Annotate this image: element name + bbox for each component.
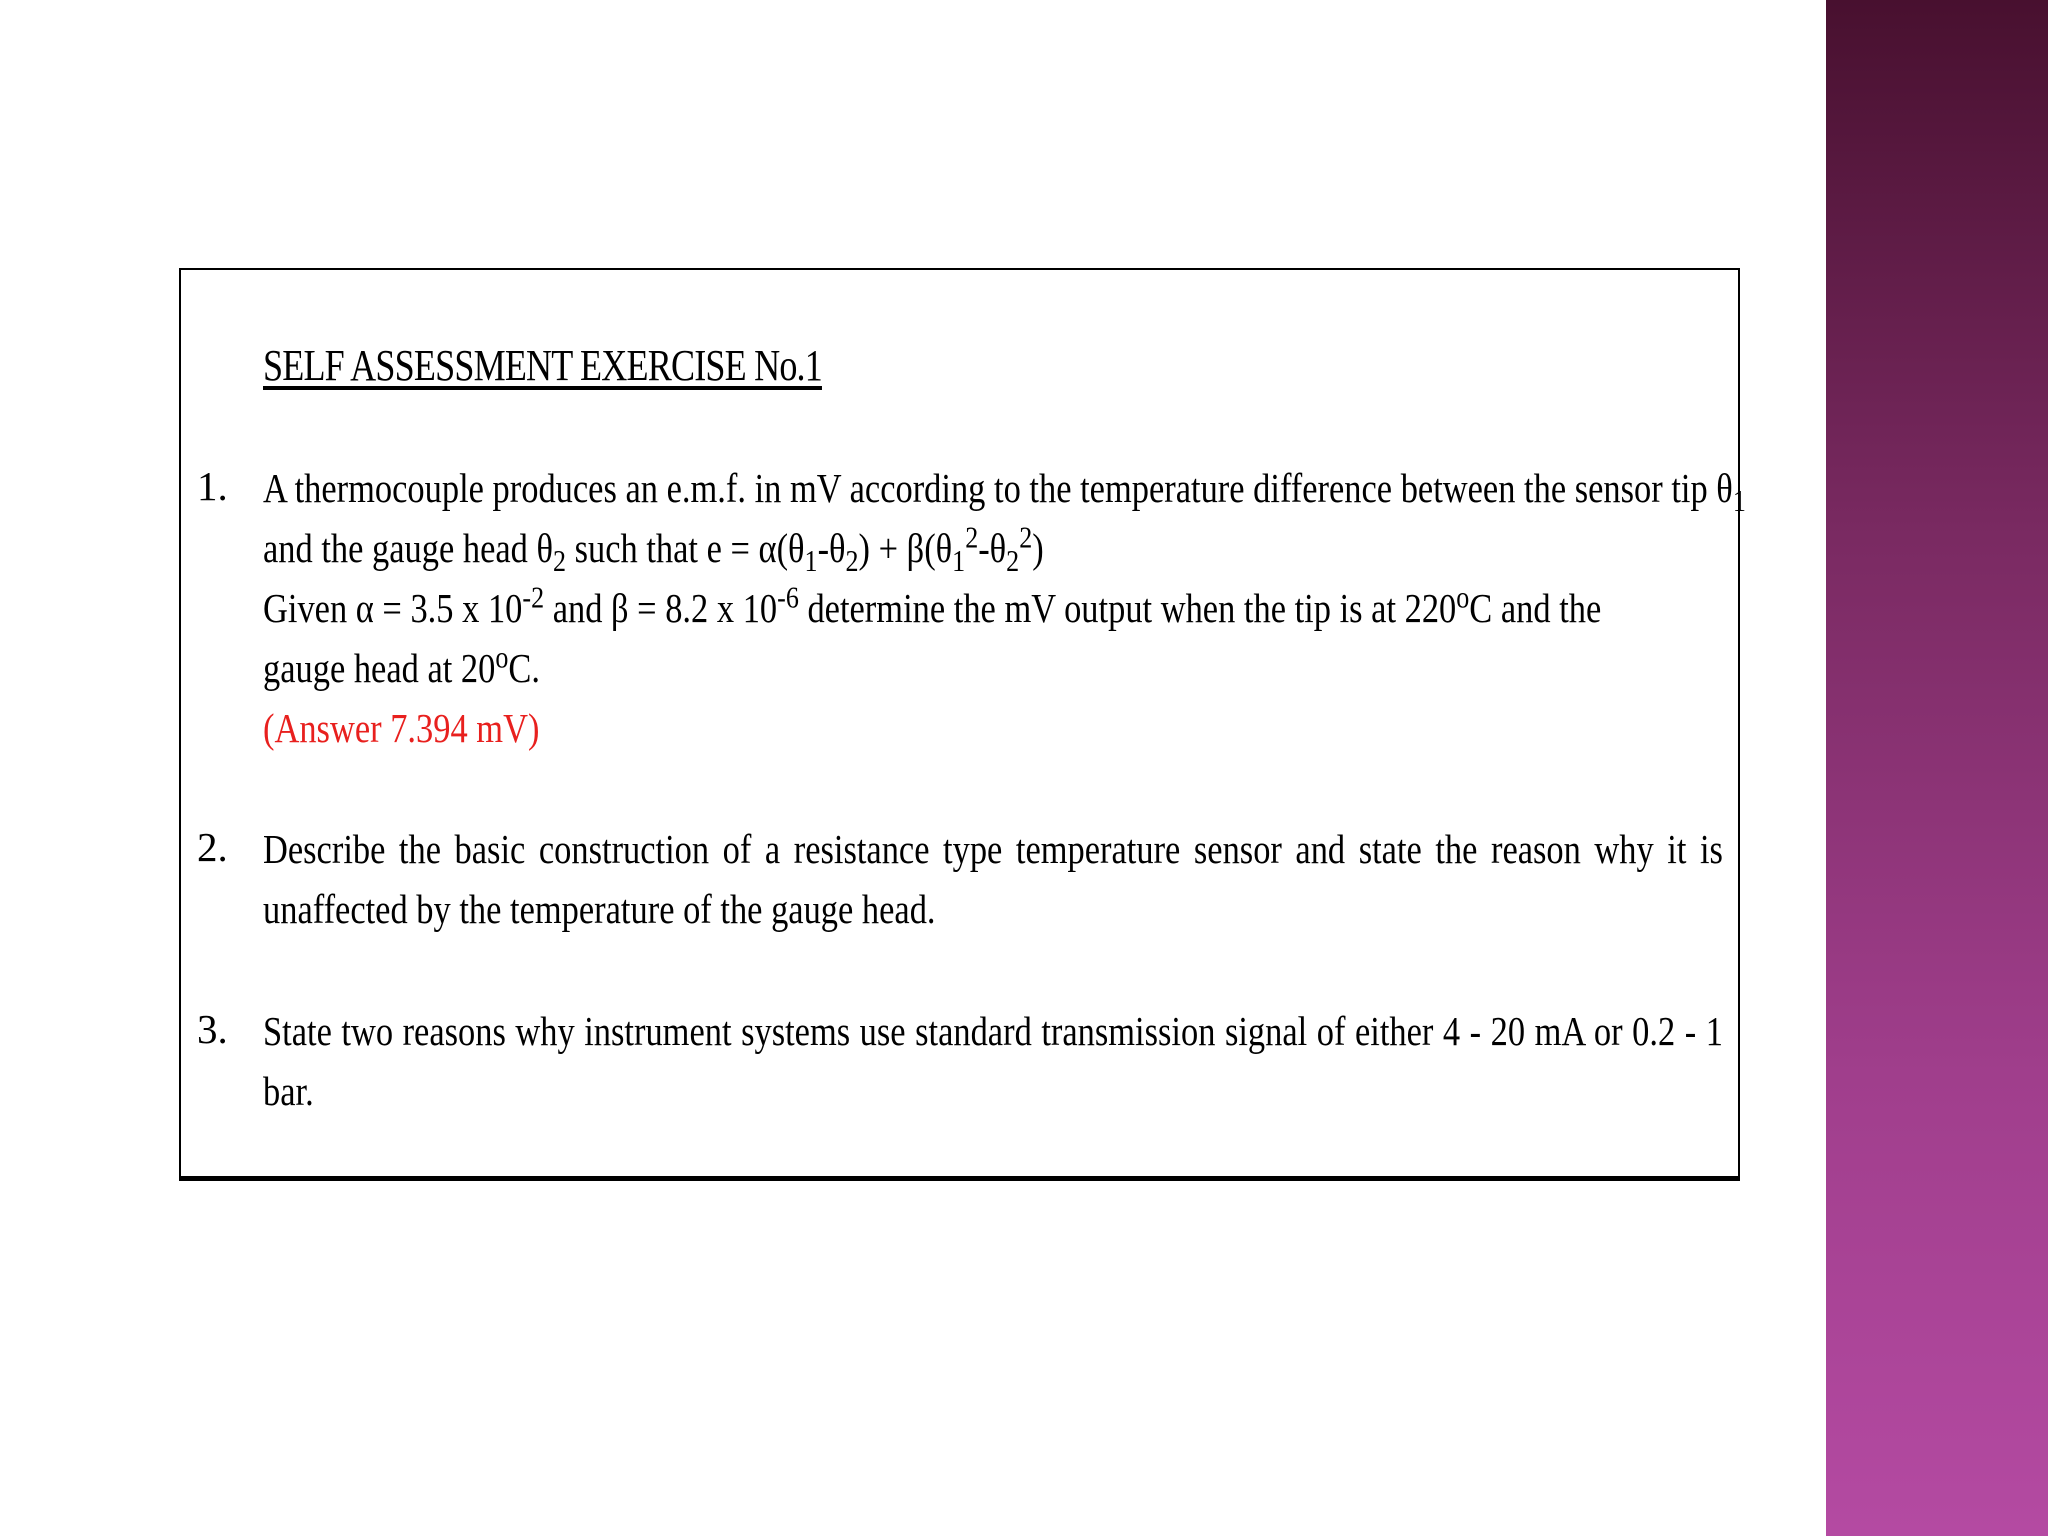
question-3-line-1: State two reasons why instrument systems use standard transmission signal of either 4 - 20 mA or 0.2 - 1 [263, 1008, 1723, 1054]
exercise-box [179, 268, 1746, 1181]
question-2-number: 2. [197, 824, 228, 870]
question-1-line-4: gauge head at 20$^o$C. [263, 639, 540, 691]
question-1-line-2: and the gauge head $\theta_2$ such that $e = \alpha(\theta_1-\theta_2) + \beta(\theta_1^2-\theta_2^2)$ [263, 519, 1044, 579]
question-2-body [263, 819, 1723, 939]
question-1-body [263, 458, 1746, 758]
question-1-line-3: Given α = 3.5 x $10^{-2}$ and β = 8.2 x $10^{-6}$ determine the mV output when the tip is at 220$^o$C and the [263, 579, 1602, 631]
question-2-line-1: Describe the basic construction of a resistance type temperature sensor and state the reason why it is [263, 826, 1723, 872]
question-3-line-2: bar. [263, 1068, 314, 1114]
question-2-line-2: unaffected by the temperature of the gauge head. [263, 886, 936, 932]
question-3-number: 3. [197, 1006, 228, 1052]
question-1-line-1: A thermocouple produces an e.m.f. in mV according to the temperature difference between the sensor tip $\theta_1$ [263, 465, 1746, 519]
exercise-title: SELF ASSESSMENT EXERCISE No.1 [263, 341, 822, 390]
decorative-side-band [1826, 0, 2048, 1536]
question-1-answer: (Answer 7.394 mV) [263, 705, 540, 751]
question-3-body [263, 1001, 1723, 1121]
question-1-number: 1. [197, 463, 228, 509]
